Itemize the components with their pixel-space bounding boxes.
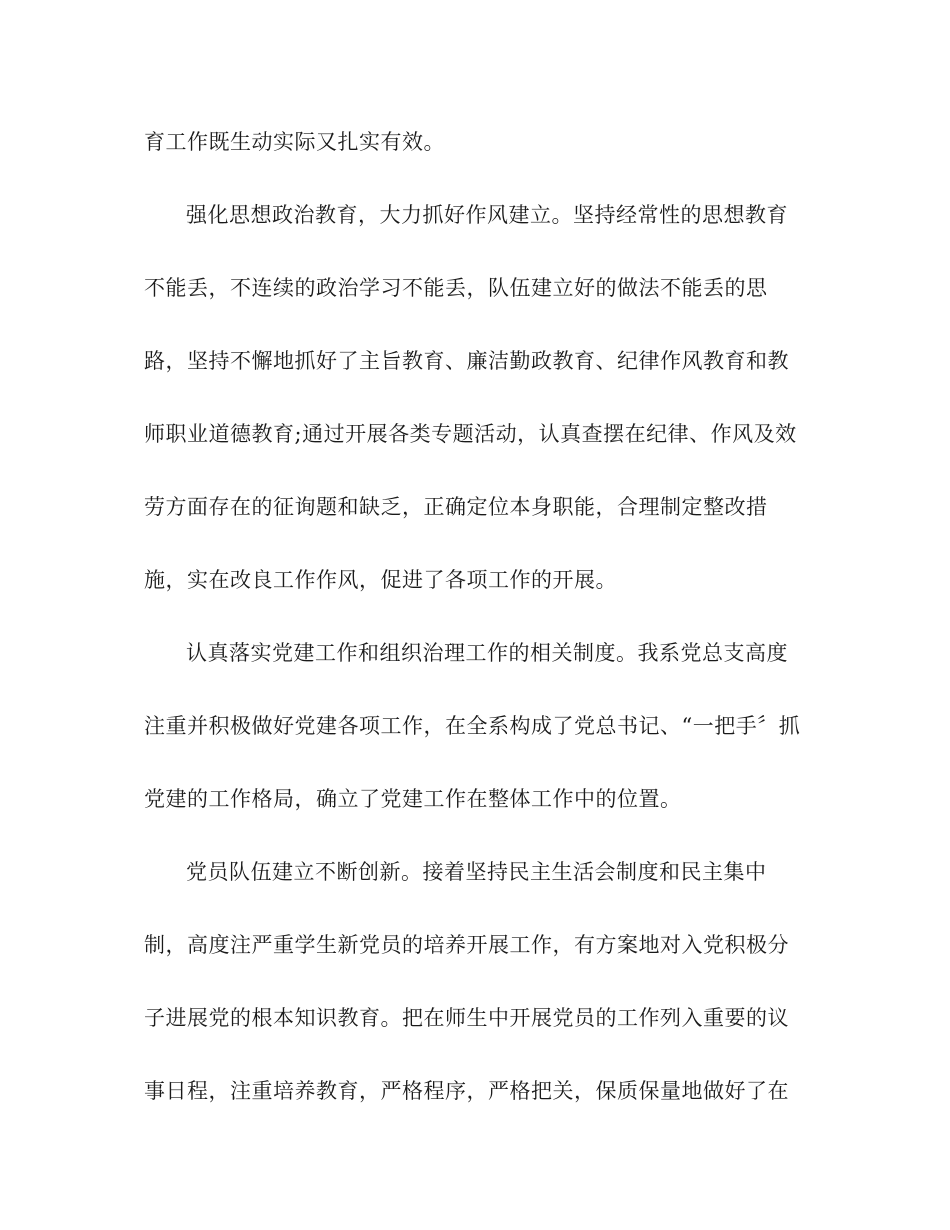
text-line: 施，实在改良工作作风，促进了各项工作的开展。 bbox=[144, 568, 617, 592]
paragraph-start-line: 强化思想政治教育，大力抓好作风建立。坚持经常性的思想教育 bbox=[186, 203, 788, 227]
text-line: 劳方面存在的征询题和缺乏，正确定位本身职能，合理制定整改措 bbox=[144, 495, 768, 519]
text-line: 制，高度注严重学生新党员的培养开展工作，有方案地对入党积极分 bbox=[144, 933, 789, 957]
paragraph-start-line: 党员队伍建立不断创新。接着坚持民主生活会制度和民主集中 bbox=[186, 860, 767, 884]
text-line: 事日程，注重培养教育，严格程序，严格把关，保质保量地做好了在 bbox=[144, 1079, 789, 1103]
text-line: 不能丢，不连续的政治学习不能丢，队伍建立好的做法不能丢的思 bbox=[144, 276, 768, 300]
paragraph-start-line: 认真落实党建工作和组织治理工作的相关制度。我系党总支高度 bbox=[186, 641, 788, 665]
text-line: 路，坚持不懈地抓好了主旨教育、廉洁勤政教育、纪律作风教育和教 bbox=[144, 349, 789, 373]
text-line: 师职业道德教育;通过开展各类专题活动，认真查摆在纪律、作风及效 bbox=[144, 422, 797, 446]
text-line: 党建的工作格局，确立了党建工作在整体工作中的位置。 bbox=[144, 787, 682, 811]
text-line: 育工作既生动实际又扎实有效。 bbox=[144, 130, 445, 154]
text-line: 子进展党的根本知识教育。把在师生中开展党员的工作列入重要的议 bbox=[144, 1006, 789, 1030]
text-line: 注重并积极做好党建各项工作，在全系构成了党总书记、“一把手〞抓 bbox=[144, 714, 801, 738]
